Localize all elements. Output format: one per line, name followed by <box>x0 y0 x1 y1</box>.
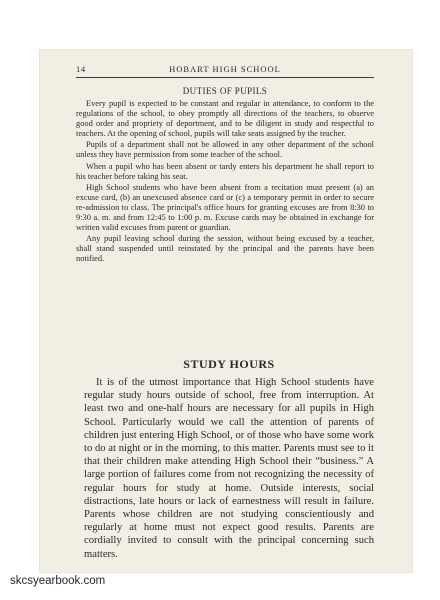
header-rule <box>76 77 374 78</box>
duties-section <box>76 86 374 266</box>
duties-paragraph-leaving: Any pupil leaving school during the session, without being excused by a teacher, shall stand suspended until reinstated by the principal and the parents have been notified. <box>76 234 374 264</box>
duties-paragraph-tardy: When a pupil who has been absent or tardy enters his department he shall report to his teacher before taking his seat. <box>76 161 374 181</box>
page-number: 14 <box>76 64 86 74</box>
duties-paragraph-attendance: Every pupil is expected to be constant and regular in attendance, to conform to the regulations of the school, to obey promptly all directions of the teachers, to observe good order and propriety of deportment, and to be diligent in study and respectful to teachers. At the opening of school, pupils will take seats assigned by the teacher. <box>76 99 374 139</box>
study-hours-section <box>84 357 374 561</box>
duties-paragraph-departments: Pupils of a department shall not be allowed in any other department of the school unless they have permission from some teacher of the school. <box>76 140 374 160</box>
running-title: HOBART HIGH SCHOOL <box>169 64 281 74</box>
watermark-link[interactable]: skcsyearbook.com <box>10 575 106 587</box>
running-head <box>76 64 374 76</box>
study-hours-paragraph: It is of the utmost importance that High School students have regular study hours outside of school, free from interruption. At least two and one-half hours are necessary for all pupils in High School. Particularly would we call the attention of parents of children just entering High School, or of those who have some work to do at night or in the morning, to this matter. Parents must see to it that their children make attending High School their “business.” A large portion of failures come from not recognizing the necessity of regular hours for study at home. Outside interests, social distractions, late hours or lack of earnestness will result in failure. Parents whose children are not studying conscientiously and regularly at home must not expect good results. Parents are cordially invited to consult with the principal concerning such matters. <box>84 377 374 560</box>
duties-heading: DUTIES OF PUPILS <box>182 86 268 96</box>
study-hours-heading: STUDY HOURS <box>183 357 275 371</box>
duties-paragraph-excuses: High School students who have been absent from a recitation must present (a) an excuse card, (b) an unexcused absence card or (c) a temporary permit in order to secure re-admission to class. The principal's office hours for granting excuses are from 8:30 to 9:30 a. m. and from 12:45 to 1:00 p. m. Excuse cards may be obtained in exchange for written valid excuses from parent or guardian. <box>76 182 374 233</box>
